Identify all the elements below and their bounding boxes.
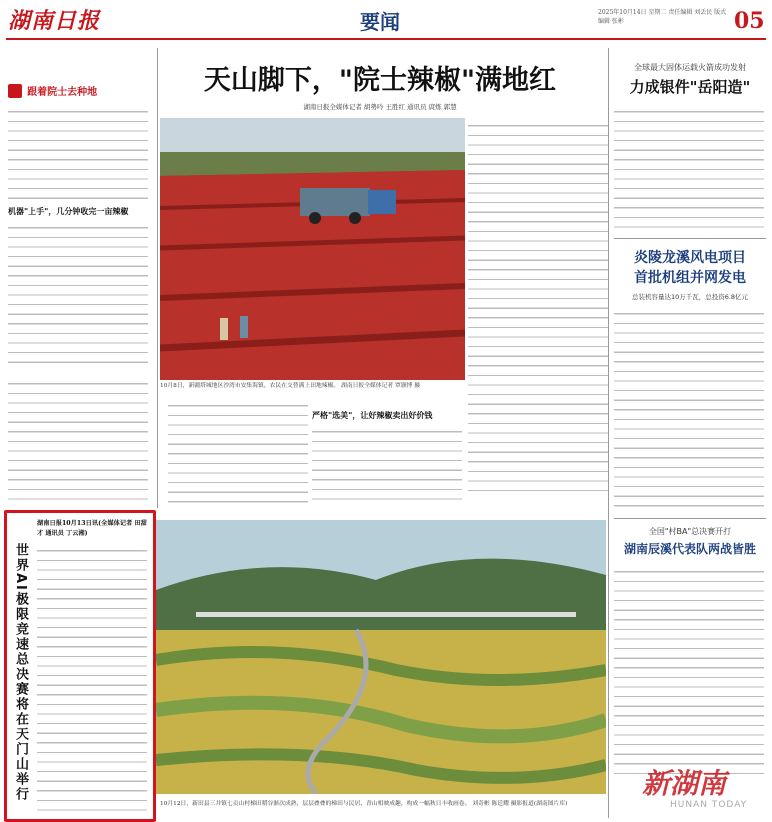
article-byline: 湖南日报10月13日讯(全媒体记者 田甜才 通讯员 丁云湘) [37, 520, 147, 537]
article-body [312, 424, 462, 506]
photo-caption: 10月12日，新田县三井镇七贡山村梯田稻谷渐次成熟，层层叠叠的梯田与民居、青山相映成趣，构成一幅秋日丰收画卷。 刘奇彬 陈廷耀 摄影报道(湖南图片库) [160, 801, 568, 807]
story-headline: 湖南辰溪代表队两战皆胜 [623, 542, 756, 556]
story-subtitle: 总装机容量达10万千瓦，总投资6.8亿元 [631, 293, 749, 301]
column-tag-label: 跟着院士去种地 [27, 87, 98, 98]
chili-field-photo [160, 118, 465, 380]
main-byline: 湖南日报全媒体记者 胡勢吟 王胜红 通讯员 庹炼 郭慧 [303, 103, 457, 111]
article-body [614, 104, 764, 234]
watermark-logo: 新湖南 [642, 767, 727, 800]
column-divider [157, 48, 158, 508]
article-body [37, 543, 147, 813]
article-title: 世界AI极限竞速总决赛将在天门山举行 [13, 543, 28, 802]
article-body [8, 376, 148, 506]
kicker: 全国"村BA"总决赛开打 [648, 527, 732, 536]
column-divider [608, 48, 609, 818]
article-body [8, 104, 148, 200]
subhead: 严格"选美"，让好辣椒卖出好价钱 [312, 411, 433, 420]
section-title: 要闻 [360, 10, 400, 34]
page-number: 05 [734, 8, 765, 34]
subhead: 机器"上手"，几分钟收完一亩辣椒 [8, 207, 129, 216]
article-body [168, 398, 308, 506]
column-tag [8, 80, 158, 96]
story-headline: 力成银件"岳阳造" [629, 78, 751, 96]
divider [614, 518, 766, 519]
article-body [614, 564, 764, 774]
masthead-rule [6, 38, 766, 40]
photo-caption: 10月8日，新疆塔城地区沙湾市安集海镇，农民在交替满上田地辣椒。 湖南日报全媒体记者 覃颢博 摄 [160, 383, 421, 389]
article-body [8, 220, 148, 370]
story-headline [614, 248, 766, 288]
kicker: 全球最大固体运载火箭成功发射 [634, 63, 746, 72]
article-body [468, 118, 608, 498]
headline-line: 首批机组并网发电 [634, 270, 746, 286]
main-headline: 天山脚下，"院士辣椒"满地红 [203, 65, 557, 96]
highlighted-article [4, 510, 156, 822]
watermark-subtitle: HUNAN TODAY [670, 800, 748, 810]
terrace-photo [156, 520, 606, 794]
masthead-logo: 湖南日报 [8, 8, 101, 34]
masthead-info: 2025年10月14日 星期二 责任编辑 刘丢民 版式编辑 张彬 [598, 9, 727, 25]
headline-line: 炎陵龙溪风电项目 [634, 250, 746, 266]
article-body [614, 306, 764, 514]
column-tag-icon [8, 84, 22, 98]
divider [614, 238, 766, 239]
